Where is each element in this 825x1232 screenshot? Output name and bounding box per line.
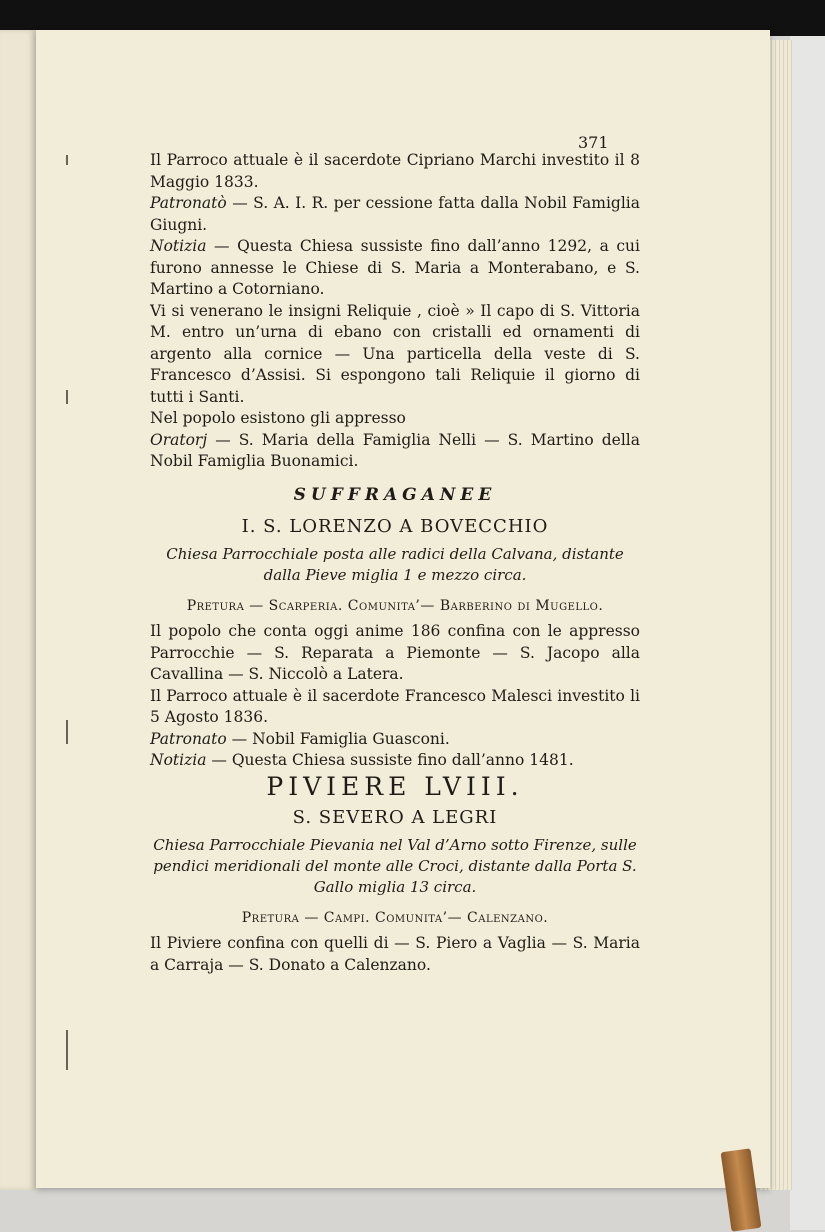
parroco-paragraph: Il Parroco attuale è il sacerdote Cipriano Marchi investito il 8 Maggio 1833. [150,151,640,191]
binding-mark [66,720,68,744]
patronato-label: Patronatò [150,194,227,212]
church-description-bovecchio: Chiesa Parrocchiale posta alle radici della Calvana, distante dalla Pieve miglia 1 e mezzo circa. [166,544,624,584]
oratorj-paragraph [150,430,640,473]
notizia-bovecchio [150,750,640,772]
patronato-text: — S. A. I. R. per cessione fatta dalla Nobil Famiglia Giugni. [150,194,640,234]
binding-mark [66,390,68,404]
page-text [150,150,640,976]
popolo-bovecchio: Il popolo che conta oggi anime 186 confina con le appresso Parrocchie — S. Reparata a Piemonte — S. Jacopo alla Cavallina — S. Niccolò a Latera. [150,622,640,683]
oratorj-text: — S. Maria della Famiglia Nelli — S. Martino della Nobil Famiglia Buonamici. [150,430,640,470]
parroco-bovecchio: Il Parroco attuale è il sacerdote Francesco Malesci investito li 5 Agosto 1836. [150,686,640,726]
notizia-label: Notizia [150,237,207,255]
reliquie-paragraph: Vi si venerano le insigni Reliquie , cioè » Il capo di S. Vittoria M. entro un’urna di ebano con cristalli ed ornamenti di argento alla cornice — Una particella della veste di S. Francesco d’Assisi. Si espongono tali Reliquie il giorno di tutti i Santi. [150,301,640,406]
patronato-bovecchio [150,729,640,751]
patronato-paragraph [150,193,640,236]
church-description-legri: Chiesa Parrocchiale Pievania nel Val d’Arno sotto Firenze, sulle pendici meridionali del monte alle Croci, distante dalla Porta S. Gallo miglia 13 circa. [153,835,637,896]
notizia-text: — Questa Chiesa sussiste fino dall’anno 1481. [211,751,574,769]
jurisdiction-bovecchio: Pretura — Scarperia. Comunita’— Barberino di Mugello. [186,597,604,614]
notizia-text: — Questa Chiesa sussiste fino dall’anno 1292, a cui furono annesse le Chiese di S. Maria a Monterabano, e S. Martino a Cotorniano. [150,237,640,298]
facing-page-edge [0,30,36,1190]
notizia-paragraph [150,236,640,301]
background-right [790,36,825,1230]
binding-mark [66,155,68,165]
suffraganee-heading: SUFFRAGANEE [293,484,497,505]
patronato-text: — Nobil Famiglia Guasconi. [231,729,450,748]
church-title-bovecchio: I. S. LORENZO A BOVECCHIO [241,516,549,537]
popolo-paragraph: Nel popolo esistono gli appresso [150,409,406,427]
patronato-label: Patronato [150,729,227,748]
jurisdiction-legri: Pretura — Campi. Comunita’— Calenzano. [241,909,549,926]
oratorj-label: Oratorj [150,430,208,449]
piviere-heading: PIVIERE LVIII. [266,771,524,801]
confini-legri: Il Piviere confina con quelli di — S. Piero a Vaglia — S. Maria a Carraja — S. Donato a Calenzano. [150,934,640,974]
page-number: 371 [578,133,609,152]
notizia-label: Notizia [150,751,207,769]
binding-mark [66,1030,68,1070]
church-title-legri: S. SEVERO A LEGRI [292,807,498,828]
